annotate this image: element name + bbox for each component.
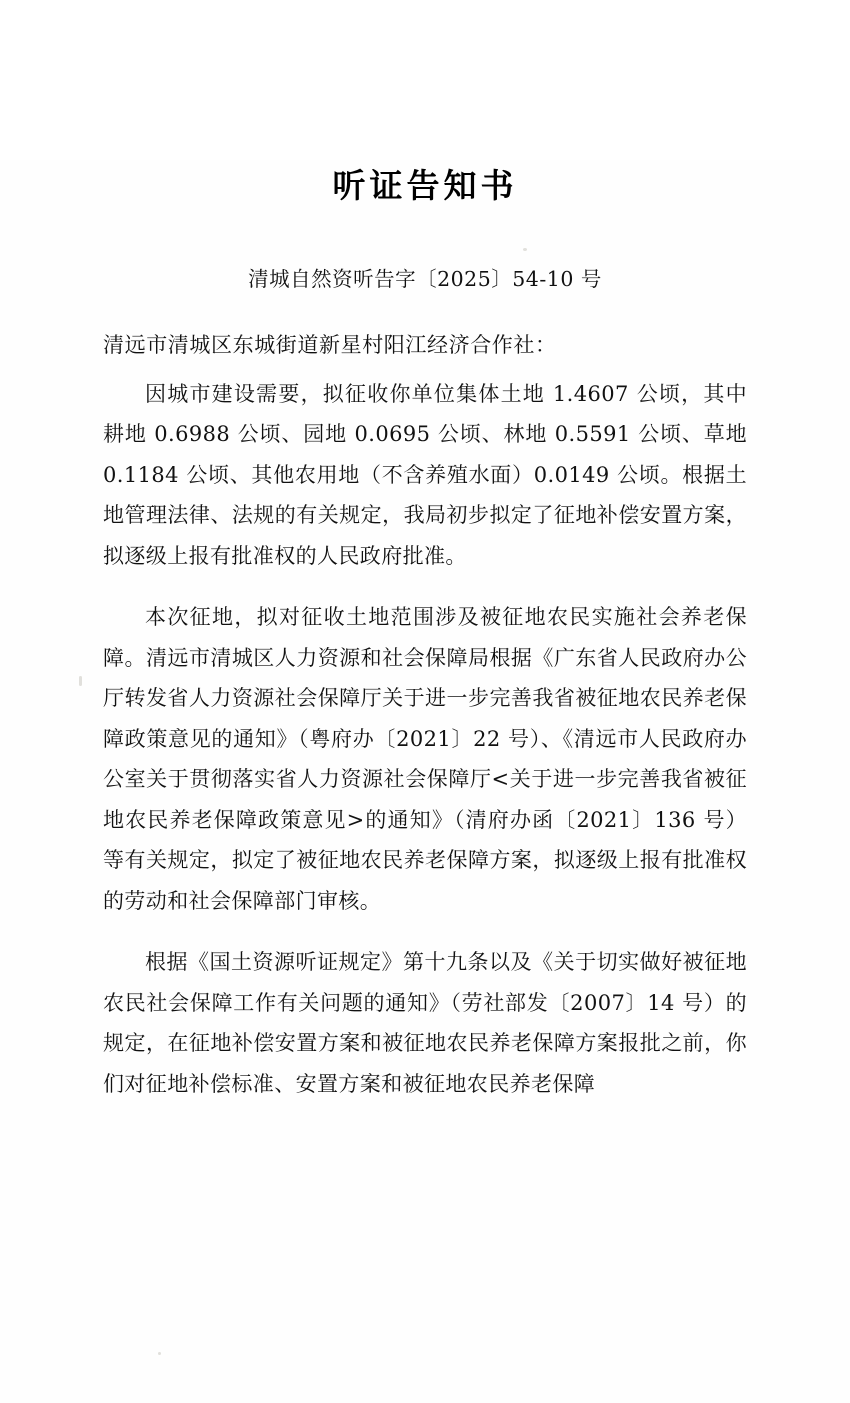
paper-speckle: [158, 1352, 161, 1355]
addressee-line: 清远市清城区东城街道新星村阳江经济合作社：: [103, 333, 557, 357]
body-paragraph: 本次征地，拟对征收土地范围涉及被征地农民实施社会养老保障。清远市清城区人力资源和社会保障局根据《广东省人民政府办公厅转发省人力资源社会保障厅关于进一步完善我省被征地农民养老保障政策意见的通知》（粤府办〔2021〕22 号）、《清远市人民政府办公室关于贯彻落实省人力资源社会保障厅<关于进一步完善我省被征地农民养老保障政策意见>的通知》（清府办函〔2021〕136 号）等有关规定，拟定了被征地农民养老保障方案，拟逐级上报有批准权的劳动和社会保障部门审核。: [103, 605, 747, 913]
paper-speckle: [523, 248, 527, 251]
body-paragraph: 根据《国土资源听证规定》第十九条以及《关于切实做好被征地农民社会保障工作有关问题的通知》（劳社部发〔2007〕14 号）的规定，在征地补偿安置方案和被征地农民养老保障方案报批之前，你们对征地补偿标准、安置方案和被征地农民养老保障: [103, 950, 747, 1096]
page-title: 听证告知书: [332, 166, 518, 205]
document-page: [0, 160, 850, 1403]
paper-speckle: [79, 676, 82, 686]
body-paragraph: 因城市建设需要，拟征收你单位集体土地 1.4607 公顷，其中耕地 0.6988 公顷、园地 0.0695 公顷、林地 0.5591 公顷、草地 0.1184 公顷、其他农用地（不含养殖水面）0.0149 公顷。根据土地管理法律、法规的有关规定，我局初步拟定了征地补偿安置方案，拟逐级上报有批准权的人民政府批准。: [103, 381, 747, 568]
document-number: 清城自然资听告字〔2025〕54-10 号: [248, 267, 602, 291]
